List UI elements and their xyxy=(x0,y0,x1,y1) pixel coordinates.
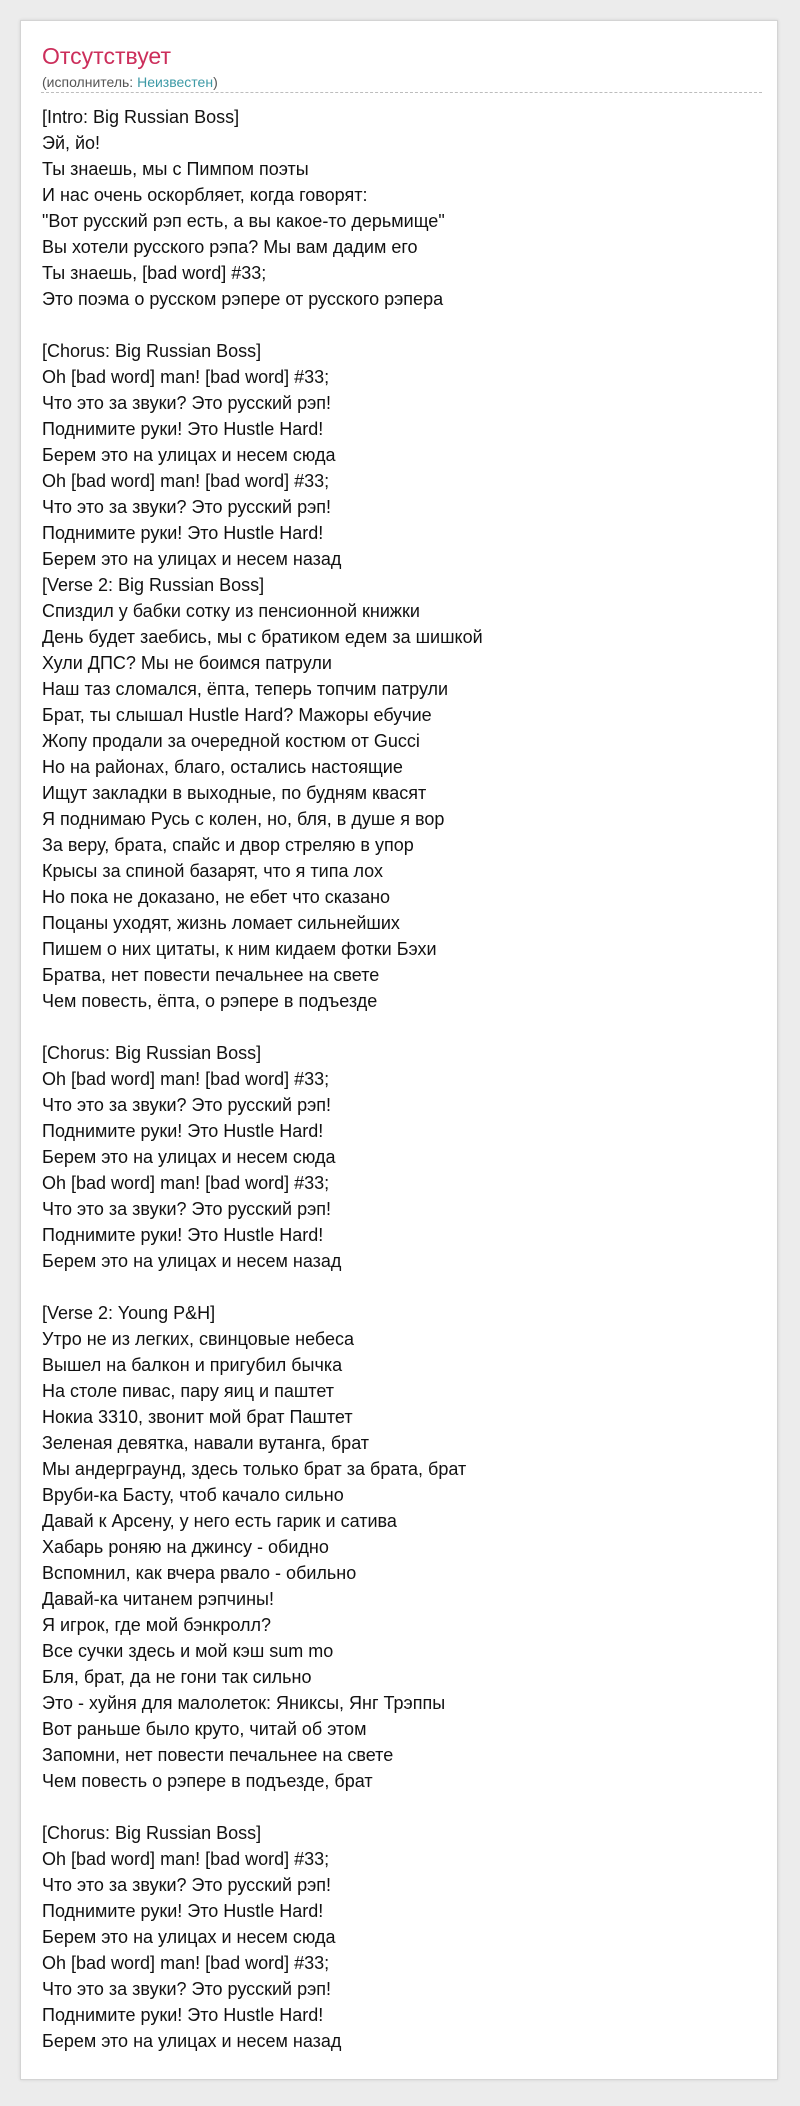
lyric-line: Oh [bad word] man! [bad word] #33; xyxy=(42,471,330,491)
lyric-line: И нас очень оскорбляет, когда говорят: xyxy=(42,185,368,205)
lyric-line: За веру, брата, спайс и двор стреляю в упор xyxy=(42,835,414,855)
lyric-line: Жопу продали за очередной костюм от Gucci xyxy=(42,731,420,751)
lyric-line: Пишем о них цитаты, к ним кидаем фотки Бэхи xyxy=(42,939,437,959)
lyric-line: Наш таз сломался, ёпта, теперь топчим патрули xyxy=(42,679,449,699)
lyric-line: Мы андерграунд, здесь только брат за брата, брат xyxy=(42,1459,467,1479)
lyric-line: Что это за звуки? Это русский рэп! xyxy=(42,1979,332,1999)
lyric-line: Спиздил у бабки сотку из пенсионной книжки xyxy=(42,601,420,621)
lyric-line: Поднимите руки! Это Hustle Hard! xyxy=(42,419,324,439)
lyric-line: Хабарь роняю на джинсу - обидно xyxy=(42,1537,329,1557)
lyric-line: Вот раньше было круто, читай об этом xyxy=(42,1719,367,1739)
lyrics-text xyxy=(42,104,762,2054)
lyric-line: Поднимите руки! Это Hustle Hard! xyxy=(42,1225,324,1245)
performer-suffix: ) xyxy=(213,74,218,90)
lyric-line: Нокиа 3310, звонит мой брат Паштет xyxy=(42,1407,353,1427)
lyric-line: Поднимите руки! Это Hustle Hard! xyxy=(42,1901,324,1921)
performer-line xyxy=(42,72,218,92)
lyric-line: Все сучки здесь и мой кэш sum mo xyxy=(42,1641,334,1661)
performer-prefix: (исполнитель: xyxy=(42,74,138,90)
header-divider xyxy=(41,92,762,93)
lyric-line: Брат, ты слышал Hustle Hard? Мажоры ебучие xyxy=(42,705,432,725)
lyric-line: Ты знаешь, мы с Пимпом поэты xyxy=(42,159,309,179)
lyric-line: [Verse 2: Young P&H] xyxy=(42,1303,216,1323)
lyric-blank-line xyxy=(42,1794,762,1820)
lyric-line: Зеленая девятка, навали вутанга, брат xyxy=(42,1433,370,1453)
lyric-line: Поцаны уходят, жизнь ломает сильнейших xyxy=(42,913,400,933)
lyric-line: Что это за звуки? Это русский рэп! xyxy=(42,1199,332,1219)
lyric-line: Берем это на улицах и несем сюда xyxy=(42,1927,336,1947)
lyric-line: Эй, йо! xyxy=(42,133,101,153)
lyric-line: Что это за звуки? Это русский рэп! xyxy=(42,1875,332,1895)
lyric-line: [Chorus: Big Russian Boss] xyxy=(42,1043,262,1063)
lyric-line: [Chorus: Big Russian Boss] xyxy=(42,341,262,361)
lyric-line: Давай к Арсену, у него есть гарик и сатива xyxy=(42,1511,397,1531)
lyric-blank-line xyxy=(42,312,762,338)
lyric-line: Давай-ка читанем рэпчины! xyxy=(42,1589,274,1609)
lyric-line: [Chorus: Big Russian Boss] xyxy=(42,1823,262,1843)
lyric-line: Берем это на улицах и несем назад xyxy=(42,1251,342,1271)
lyric-line: День будет заебись, мы с братиком едем за шишкой xyxy=(42,627,483,647)
lyric-line: Берем это на улицах и несем сюда xyxy=(42,445,336,465)
lyric-line: "Вот русский рэп есть, а вы какое-то дерьмище" xyxy=(42,211,445,231)
lyric-line: [Intro: Big Russian Boss] xyxy=(42,107,240,127)
lyric-line: Oh [bad word] man! [bad word] #33; xyxy=(42,1849,330,1869)
lyric-line: Это поэма о русском рэпере от русского рэпера xyxy=(42,289,444,309)
lyric-line: Хули ДПС? Мы не боимся патрули xyxy=(42,653,332,673)
lyric-line: Oh [bad word] man! [bad word] #33; xyxy=(42,1173,330,1193)
lyric-line: Я игрок, где мой бэнкролл? xyxy=(42,1615,271,1635)
lyric-line: Oh [bad word] man! [bad word] #33; xyxy=(42,1953,330,1973)
lyric-line: Берем это на улицах и несем назад xyxy=(42,549,342,569)
lyric-line: Вы хотели русского рэпа? Мы вам дадим его xyxy=(42,237,418,257)
lyric-line: Утро не из легких, свинцовые небеса xyxy=(42,1329,355,1349)
song-title: Отсутствует xyxy=(42,43,171,69)
lyric-line: Ты знаешь, [bad word] #33; xyxy=(42,263,267,283)
lyric-line: Чем повесть о рэпере в подъезде, брат xyxy=(42,1771,373,1791)
lyric-line: Поднимите руки! Это Hustle Hard! xyxy=(42,1121,324,1141)
lyric-line: Что это за звуки? Это русский рэп! xyxy=(42,393,332,413)
lyrics-card xyxy=(20,20,778,2080)
lyric-line: Oh [bad word] man! [bad word] #33; xyxy=(42,1069,330,1089)
lyric-line: Запомни, нет повести печальнее на свете xyxy=(42,1745,394,1765)
lyric-line: Oh [bad word] man! [bad word] #33; xyxy=(42,367,330,387)
performer-link[interactable]: Неизвестен xyxy=(137,74,214,90)
lyric-line: Вышел на балкон и пригубил бычка xyxy=(42,1355,343,1375)
lyric-line: Что это за звуки? Это русский рэп! xyxy=(42,497,332,517)
lyric-line: Бля, брат, да не гони так сильно xyxy=(42,1667,312,1687)
lyric-line: Ищут закладки в выходные, по будням квасят xyxy=(42,783,427,803)
lyric-line: Братва, нет повести печальнее на свете xyxy=(42,965,380,985)
lyric-line: Берем это на улицах и несем сюда xyxy=(42,1147,336,1167)
lyric-line: Но пока не доказано, не ебет что сказано xyxy=(42,887,391,907)
lyric-line: Крысы за спиной базарят, что я типа лох xyxy=(42,861,383,881)
lyric-line: Это - хуйня для малолеток: Яниксы, Янг Трэппы xyxy=(42,1693,446,1713)
lyric-line: Что это за звуки? Это русский рэп! xyxy=(42,1095,332,1115)
lyric-line: Вруби-ка Басту, чтоб качало сильно xyxy=(42,1485,344,1505)
lyric-line: Я поднимаю Русь с колен, но, бля, в душе я вор xyxy=(42,809,445,829)
lyric-line: Вспомнил, как вчера рвало - обильно xyxy=(42,1563,357,1583)
lyric-line: Чем повесть, ёпта, о рэпере в подъезде xyxy=(42,991,378,1011)
lyric-line: Поднимите руки! Это Hustle Hard! xyxy=(42,523,324,543)
lyric-line: На столе пивас, пару яиц и паштет xyxy=(42,1381,334,1401)
lyric-line: [Verse 2: Big Russian Boss] xyxy=(42,575,265,595)
lyric-blank-line xyxy=(42,1014,762,1040)
lyric-blank-line xyxy=(42,1274,762,1300)
lyric-line: Но на районах, благо, остались настоящие xyxy=(42,757,403,777)
lyric-line: Берем это на улицах и несем назад xyxy=(42,2031,342,2051)
lyric-line: Поднимите руки! Это Hustle Hard! xyxy=(42,2005,324,2025)
